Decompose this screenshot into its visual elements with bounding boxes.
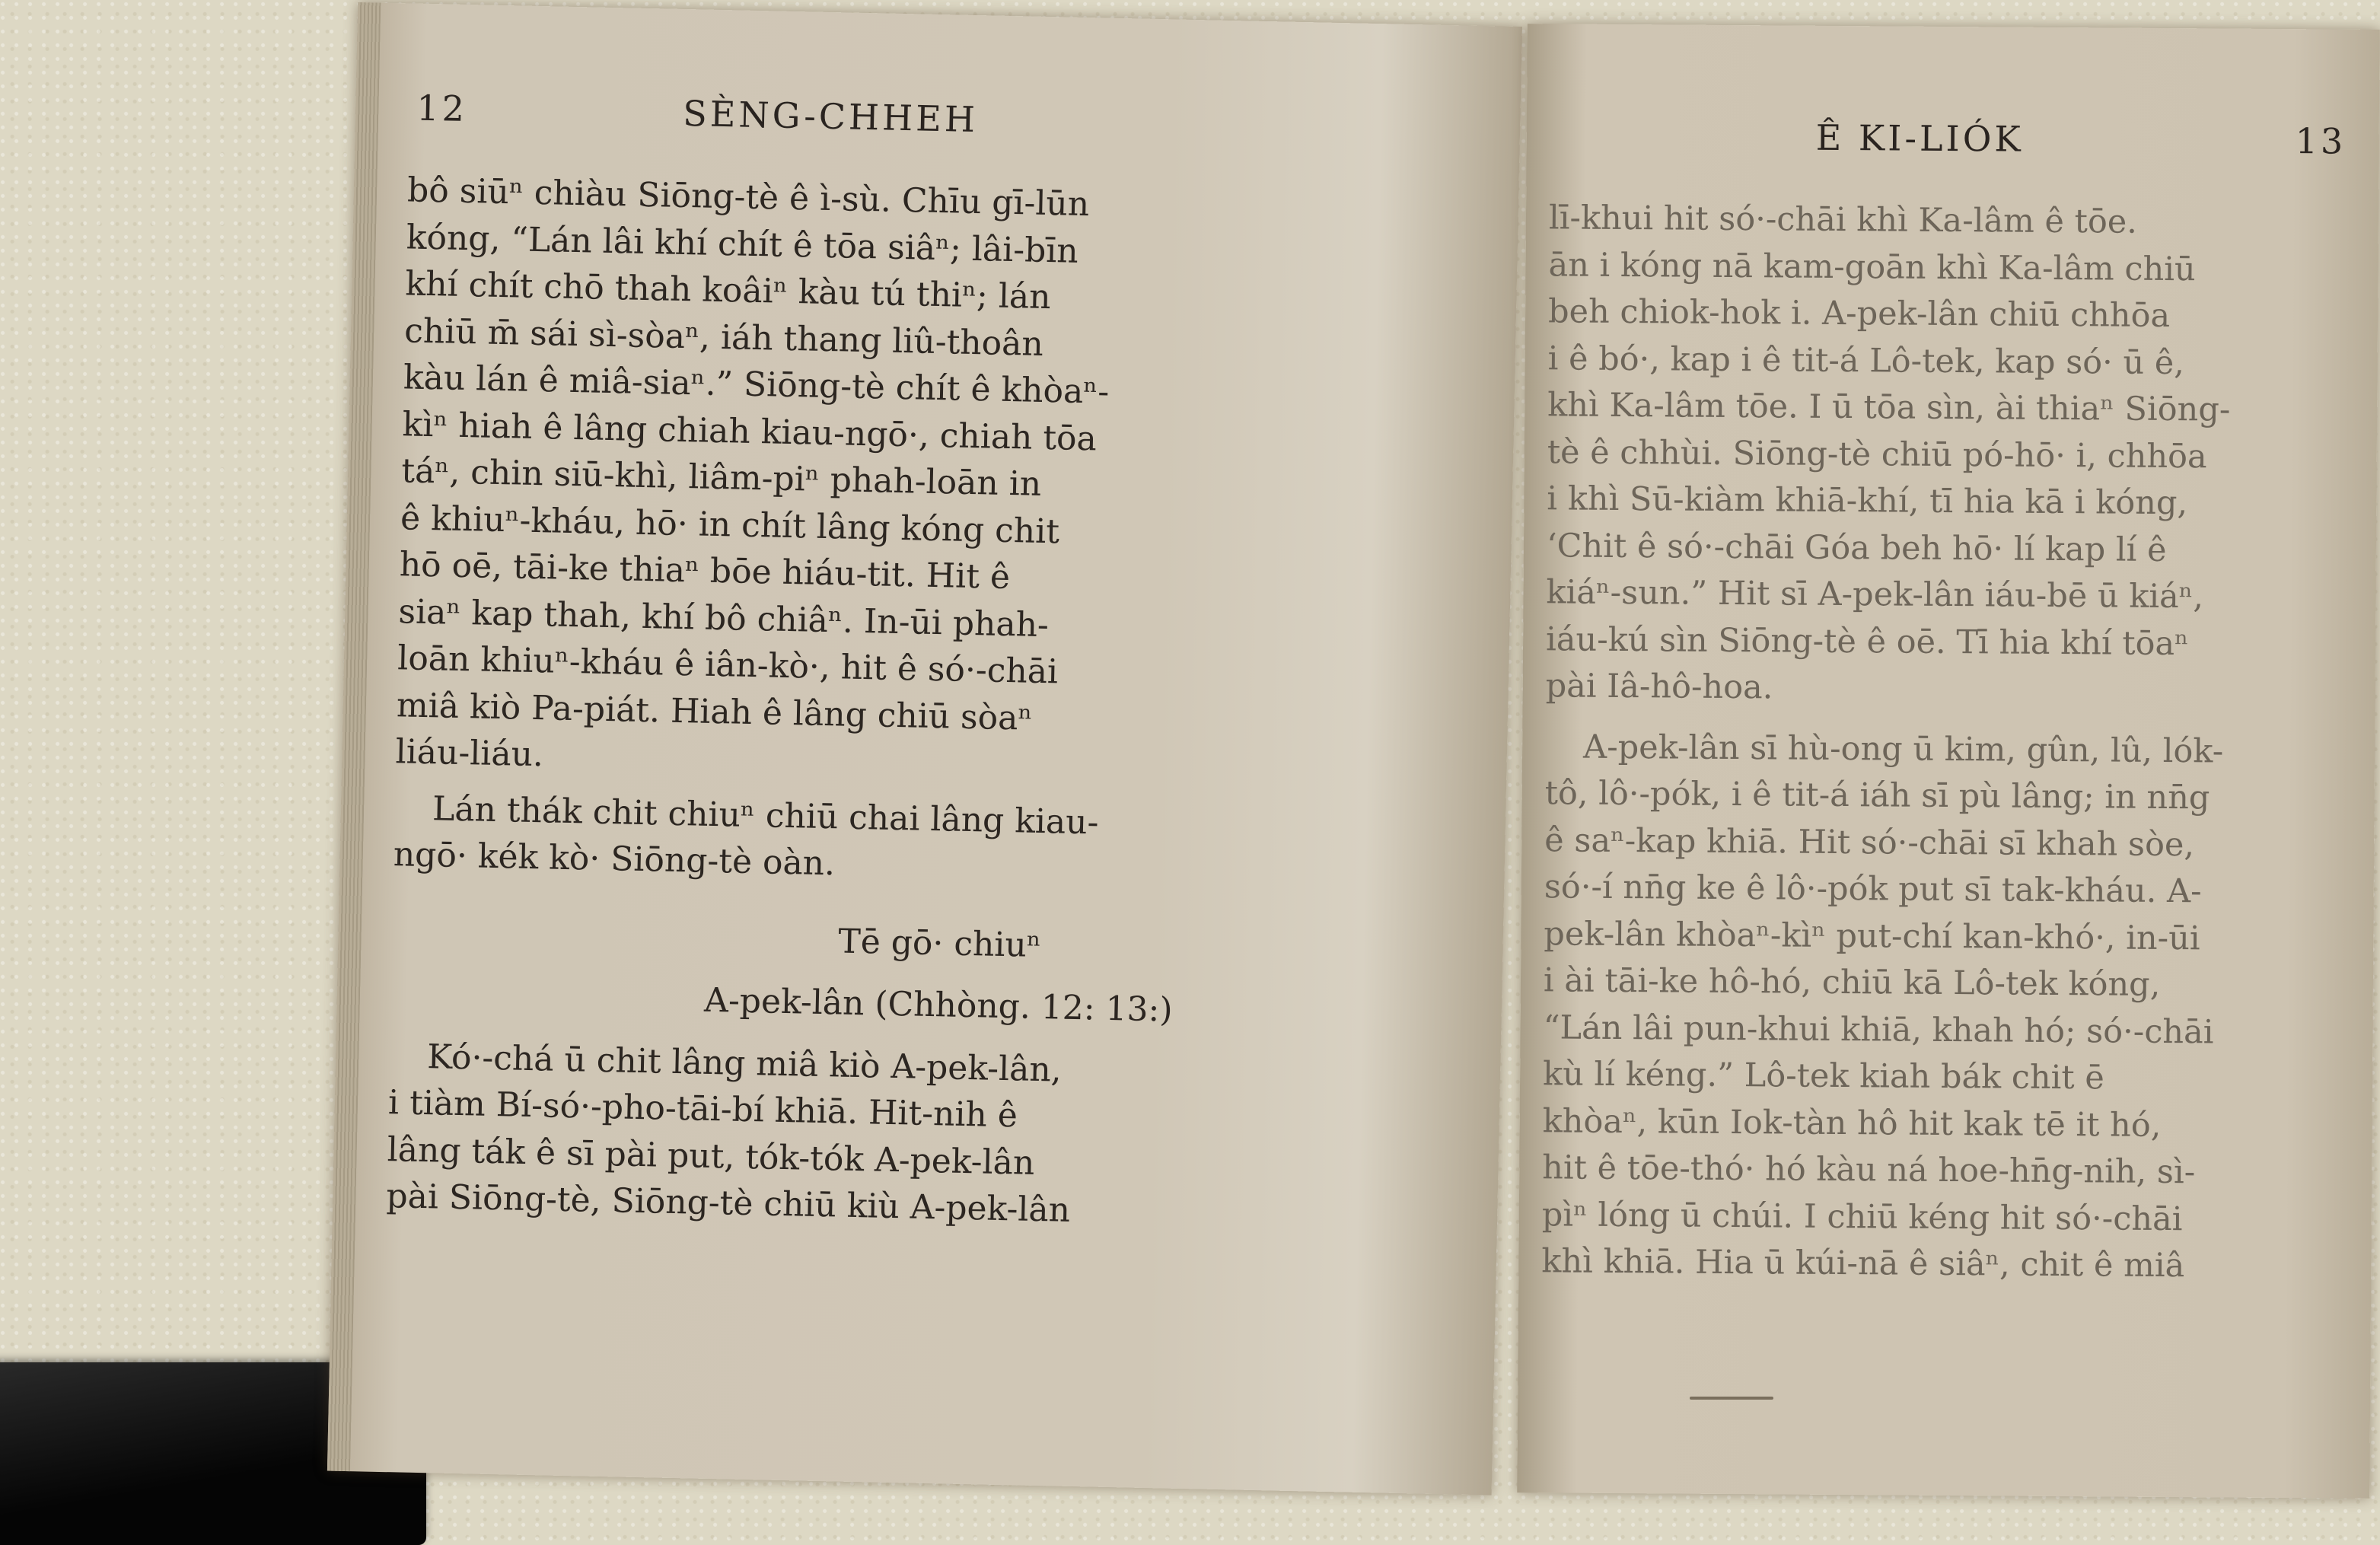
- ink-mark: [1690, 1397, 1773, 1400]
- text-line: kù lí kéng.” Lô-tek kiah bák chit ē: [1542, 1055, 2104, 1097]
- text-line: khì khiā. Hia ū kúi-nā ê siâⁿ, chit ê miâ: [1541, 1242, 2185, 1285]
- text-line: ān i kóng nā kam-goān khì Ka-lâm chiū: [1548, 245, 2196, 288]
- text-line: i ài tāi-ke hô-hó, chiū kā Lô-tek kóng,: [1543, 961, 2161, 1004]
- text-line: kìⁿ hiah ê lâng chiah kiau-ngō·, chiah tōa: [402, 404, 1098, 458]
- text-line: lâng ták ê sī pài put, tók-tók A-pek-lân: [387, 1129, 1035, 1183]
- text-line: pek-lân khòaⁿ-kìⁿ put-chí kan-khó·, in-ūi: [1544, 914, 2200, 957]
- text-line: táⁿ, chin siū-khì, liâm-piⁿ phah-loān in: [400, 451, 1042, 504]
- section-subtitle: A-pek-lân (Chhòng. 12: 13:): [703, 980, 1174, 1030]
- text-line: Lán thák chit chiuⁿ chiū chai lâng kiau-: [432, 788, 1099, 843]
- text-line: khí chít chō thah koâiⁿ kàu tú thiⁿ; lán: [405, 264, 1052, 317]
- text-line: hit ê tōe-thó· hó kàu ná hoe-hn̄g-nih, sì-: [1542, 1148, 2196, 1192]
- right-page: [1517, 24, 2379, 1499]
- left-page: [327, 2, 1522, 1496]
- text-line: chiū m̄ sái sì-sòaⁿ, iáh thang liû-thoân: [403, 311, 1044, 364]
- text-line: miâ kiò Pa-piát. Hiah ê lâng chiū sòaⁿ: [396, 685, 1033, 738]
- text-line: pìⁿ lóng ū chúi. I chiū kéng hit só·-chāi: [1541, 1195, 2183, 1238]
- text-line: kóng, “Lán lâi khí chít ê tōa siâⁿ; lâi-bīn: [406, 217, 1079, 271]
- text-line: tè ê chhùi. Siōng-tè chiū pó-hō· i, chhōa: [1547, 432, 2207, 476]
- text-line: loān khiuⁿ-kháu ê iân-kò·, hit ê só·-chāi: [397, 639, 1059, 692]
- page-number-left: 12: [416, 87, 468, 129]
- text-line: pài Iâ-hô-hoa.: [1545, 667, 1773, 707]
- left-body: [386, 167, 1504, 1242]
- section-title: Tē gō· chiuⁿ: [837, 921, 1042, 965]
- text-line: i tiàm Bí-só·-pho-tāi-bí khiā. Hit-nih ê: [387, 1083, 1018, 1136]
- text-line: ê khiuⁿ-kháu, hō· in chít lâng kóng chit: [400, 498, 1060, 551]
- text-line: hō oē, tāi-ke thiaⁿ bōe hiáu-tit. Hit ê: [399, 545, 1011, 597]
- text-line: kàu lán ê miâ-siaⁿ.” Siōng-tè chít ê khòaⁿ-: [403, 358, 1110, 412]
- text-line: i ê bó·, kap i ê tit-á Lô-tek, kap só· ū ê,: [1547, 339, 2185, 382]
- text-line: kiáⁿ-sun.” Hit sī A-pek-lân iáu-bē ū kiáⁿ,: [1546, 573, 2204, 616]
- text-line: bô siūⁿ chiàu Siōng-tè ê ì-sù. Chīu gī-lūn: [406, 170, 1090, 225]
- page-number-right: 13: [2295, 120, 2347, 162]
- text-line: beh chiok-hok i. A-pek-lân chiū chhōa: [1547, 292, 2171, 336]
- text-line: Kó·-chá ū chit lâng miâ kiò A-pek-lân,: [426, 1037, 1063, 1090]
- text-line: liáu-liáu.: [395, 732, 544, 775]
- page-edges: [327, 2, 381, 1471]
- running-head-right: Ê KI-LIÓK: [1815, 116, 2024, 160]
- text-line: só·-í nn̄g ke ê lô·-pók put sī tak-kháu. A-: [1544, 868, 2202, 911]
- text-line: ngō· kék kò· Siōng-tè oàn.: [393, 835, 836, 884]
- text-line: siaⁿ kap thah, khí bô chiâⁿ. In-ūi phah-: [398, 591, 1050, 645]
- text-line: ê saⁿ-kap khiā. Hit só·-chāi sī khah sòe,: [1544, 820, 2195, 864]
- text-line: i khì Sū-kiàm khiā-khí, tī hia kā i kóng,: [1547, 479, 2188, 523]
- text-line: khì Ka-lâm tōe. I ū tōa sìn, ài thiaⁿ Siōng-: [1547, 386, 2231, 429]
- text-line: ‘Chit ê só·-chāi Góa beh hō· lí kap lí ê: [1546, 526, 2167, 569]
- text-line: khòaⁿ, kūn Iok-tàn hô hit kak tē it hó,: [1542, 1101, 2162, 1145]
- text-line: pài Siōng-tè, Siōng-tè chiū kiù A-pek-lân: [385, 1177, 1071, 1230]
- text-line: “Lán lâi pun-khui khiā, khah hó; só·-chāi: [1543, 1008, 2214, 1051]
- text-line: tô, lô·-pók, i ê tit-á iáh sī pù lâng; in nn̄g: [1544, 774, 2210, 817]
- open-book: [335, 27, 2347, 1496]
- right-body: [1541, 195, 2356, 1291]
- text-line: lī-khui hit só·-chāi khì Ka-lâm ê tōe.: [1548, 199, 2138, 241]
- running-head-left: SÈNG-CHHEH: [682, 92, 979, 141]
- text-line: A-pek-lân sī hù-ong ū kim, gûn, lû, lók-: [1582, 728, 2224, 771]
- text-line: iáu-kú sìn Siōng-tè ê oē. Tī hia khí tōaⁿ: [1545, 620, 2189, 663]
